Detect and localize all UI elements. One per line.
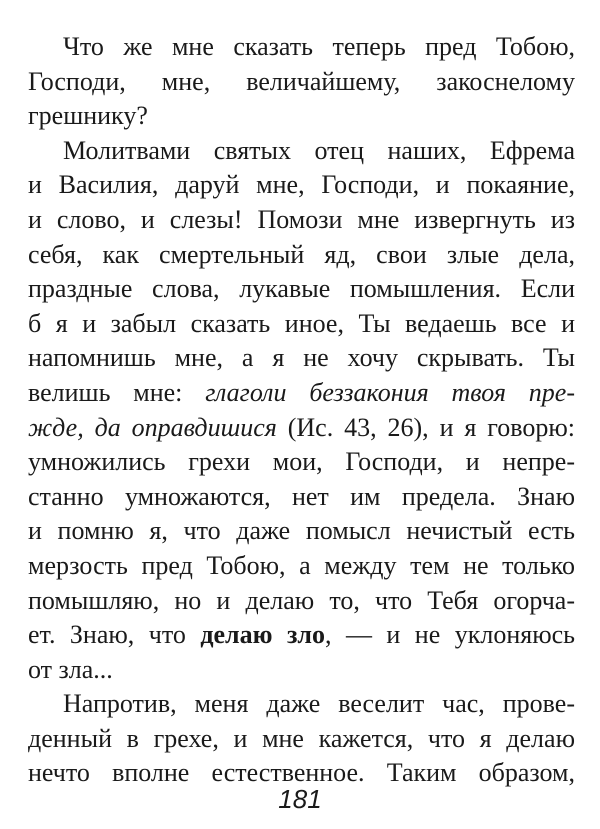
text-segment: (Ис. 43, 26), и я говорю: (276, 412, 575, 442)
text-segment: и Василия, даруй мне, Господи, и покаяние, (28, 170, 575, 200)
text-segment: мерзость пред Тобою, а между тем не только (28, 550, 575, 580)
text-segment: , — и не уклоняюсь (325, 620, 576, 650)
text-segment: Господи, мне, величайшему, закоснелому (28, 66, 575, 96)
text-line (28, 687, 575, 722)
text-segment: Напротив, меня даже веселит час, прове- (63, 689, 575, 719)
text-segment: и слово, и слезы! Помози мне извергнуть из (28, 204, 575, 234)
text-segment: станно умножаются, нет им предела. Знаю (28, 481, 575, 511)
text-segment: и помню я, что даже помысл нечистый есть (28, 516, 575, 546)
text-line (28, 238, 575, 273)
text-segment: помышляю, но и делаю то, что Тебя огорча- (28, 585, 575, 615)
text-line (28, 480, 575, 515)
text-line (28, 307, 575, 342)
text-line (28, 341, 575, 376)
text-segment: праздные слова, лукавые помышления. Если (28, 274, 575, 304)
text-line (28, 722, 575, 757)
page-number: 181 (278, 784, 322, 814)
text-segment: ет. Знаю, что (28, 620, 201, 650)
text-line (28, 99, 575, 134)
text-line (28, 30, 575, 65)
page-body-text (28, 30, 575, 791)
text-line (28, 65, 575, 100)
text-segment: умножились грехи мои, Господи, и непре- (28, 447, 575, 477)
text-segment: Молитвами святых отец наших, Ефрема (63, 135, 575, 165)
text-segment: велишь мне: (28, 377, 206, 407)
bold-emphasis: делаю зло (200, 620, 325, 650)
text-line (28, 618, 575, 653)
text-line (28, 168, 575, 203)
text-line (28, 376, 575, 411)
text-segment: нечто вполне естественное. Таким образом, (28, 758, 575, 788)
text-segment: от зла... (28, 654, 113, 684)
text-line (28, 134, 575, 169)
text-line (28, 653, 575, 688)
text-line (28, 549, 575, 584)
italic-quote: глаголи беззакония твоя пре- (205, 377, 576, 407)
italic-quote: жде, да оправдишися (28, 412, 277, 442)
text-segment: напомнишь мне, а я не хочу скрывать. Ты (28, 343, 575, 373)
text-segment: себя, как смертельный яд, свои злые дела, (28, 239, 575, 269)
text-line (28, 584, 575, 619)
text-line (28, 514, 575, 549)
text-line (28, 411, 575, 446)
text-line (28, 272, 575, 307)
text-line (28, 445, 575, 480)
text-segment: Что же мне сказать теперь пред Тобою, (63, 32, 575, 61)
text-segment: денный в грехе, и мне кажется, что я делаю (28, 723, 575, 753)
text-segment: б я и забыл сказать иное, Ты ведаешь все и (28, 308, 575, 338)
text-line (28, 203, 575, 238)
text-segment: грешнику? (28, 101, 148, 131)
